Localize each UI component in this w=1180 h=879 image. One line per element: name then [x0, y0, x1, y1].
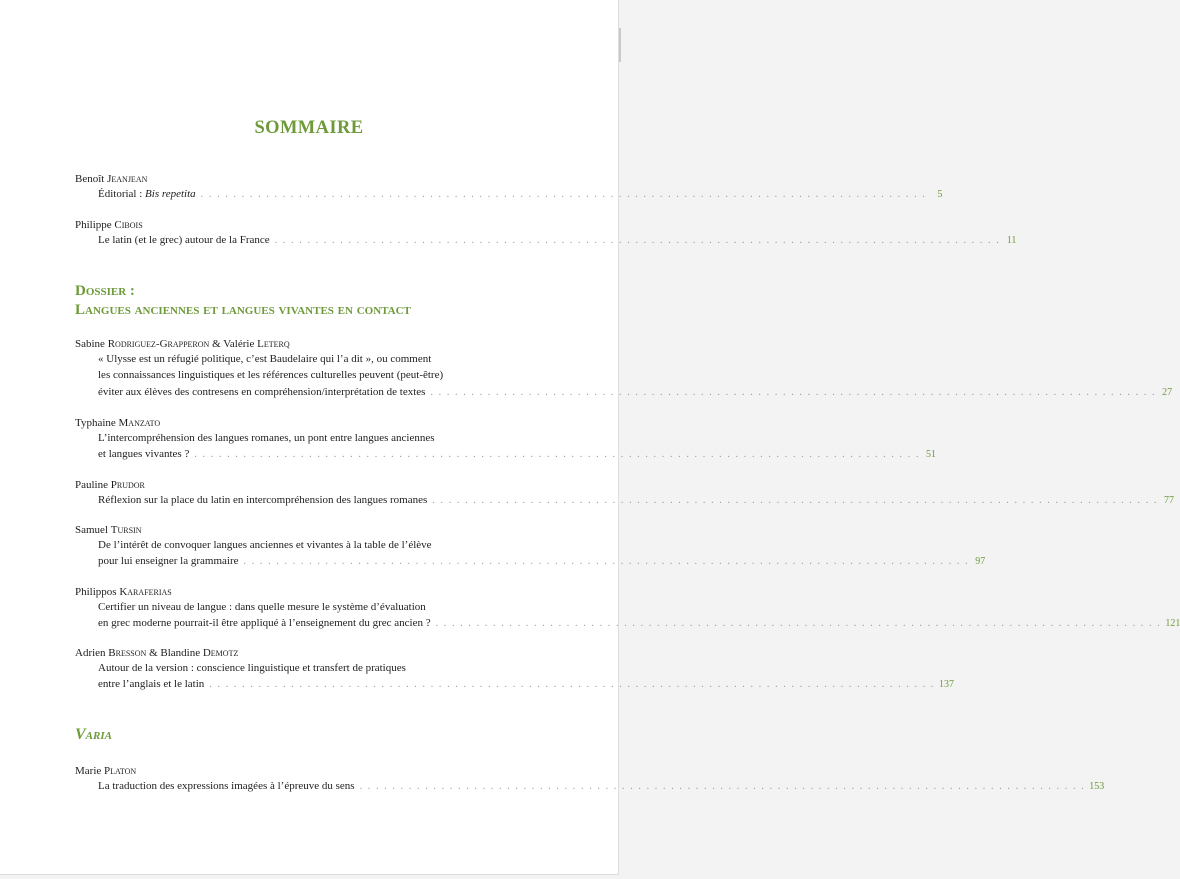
toc-entry-manzato[interactable]	[75, 416, 937, 463]
entry-author	[75, 172, 535, 186]
entry-title-line	[75, 615, 1180, 631]
toc-entry-prudor[interactable]	[75, 478, 1174, 508]
dot-leader: . . . . . . . . . . . . . . . . . . . . . . . . . . . . . . . . . . . . . . . . . . . . . . . . . . . . . . . . . . . . . . . . . . . . . . . . . . . . . . . . . . . . . . . . .	[209, 679, 935, 691]
author-first-name: Benoît	[75, 173, 105, 185]
dot-leader: . . . . . . . . . . . . . . . . . . . . . . . . . . . . . . . . . . . . . . . . . . . . . . . . . . . . . . . . . . . . . . . . . . . . . . . . . . . . . . . . . . . . . . . . .	[243, 556, 970, 568]
author-first-name: Blandine	[160, 647, 201, 659]
author-first-name: Philippos	[75, 586, 117, 598]
varia-heading: Varia	[75, 726, 112, 743]
author-last-name: Platon	[104, 765, 137, 777]
toc-entry-rodriguez-leterq[interactable]	[75, 337, 1173, 400]
author-last-name: Demotz	[202, 647, 239, 659]
dot-leader: . . . . . . . . . . . . . . . . . . . . . . . . . . . . . . . . . . . . . . . . . . . . . . . . . . . . . . . . . . . . . . . . . . . . . . . . . . . . . . . . . . . . . . . . .	[274, 235, 1001, 246]
entry-title-line	[75, 232, 1017, 248]
entry-title: Le latin (et le grec) autour de la France	[98, 234, 270, 246]
page-number[interactable]: 121	[1165, 618, 1180, 630]
entry-title-line	[75, 351, 535, 367]
author-first-name: Marie	[75, 765, 102, 777]
toc-entry-tursin[interactable]	[75, 523, 986, 570]
entry-author	[75, 478, 535, 492]
author-last-name: Manzato	[118, 417, 161, 429]
page-number[interactable]: 51	[926, 449, 937, 461]
entry-author	[75, 218, 535, 232]
entry-title-line	[75, 599, 535, 615]
author-first-name: Sabine	[75, 338, 105, 350]
page-title: SOMMAIRE	[254, 118, 364, 138]
entry-title: Autour de la version : conscience linguistique et transfert de pratiques	[98, 662, 406, 674]
entry-title	[98, 186, 196, 202]
entry-title: L’intercompréhension des langues romanes, un pont entre langues anciennes	[98, 432, 435, 444]
toc-entry-editorial[interactable]	[75, 172, 943, 202]
entry-title: les connaissances linguistiques et les références culturelles peuvent (peut-être)	[98, 369, 444, 382]
author-first-name: Samuel	[75, 524, 108, 536]
entry-title: en grec moderne pourrait-il être appliqué à l’enseignement du grec ancien ?	[98, 617, 431, 630]
author-last-name: Leterq	[257, 338, 290, 350]
entry-title-line	[75, 553, 986, 569]
page-number[interactable]: 77	[1164, 495, 1174, 506]
page-number[interactable]: 137	[939, 679, 954, 691]
entry-title-italic: Bis repetita	[145, 188, 196, 200]
entry-author	[75, 337, 535, 351]
author-first-name: Adrien	[75, 647, 106, 659]
entry-title-line	[75, 537, 535, 553]
toc-entry-platon[interactable]	[75, 764, 1105, 794]
dossier-heading-line2: Langues anciennes et langues vivantes en contact	[75, 302, 411, 318]
author-first-name: Typhaine	[75, 417, 116, 429]
dot-leader: . . . . . . . . . . . . . . . . . . . . . . . . . . . . . . . . . . . . . . . . . . . . . . . . . . . . . . . . . . . . . . . . . . . . . . . . . . . . . . . . . . . . . . . . .	[432, 495, 1158, 506]
dossier-heading-line1: Dossier :	[75, 283, 135, 299]
entry-title: La traduction des expressions imagées à l’épreuve du sens	[98, 780, 355, 792]
entry-title-line	[75, 660, 535, 676]
entry-title-line	[75, 430, 535, 446]
author-first-name: Valérie	[223, 338, 255, 350]
dot-leader: . . . . . . . . . . . . . . . . . . . . . . . . . . . . . . . . . . . . . . . . . . . . . . . . . . . . . . . . . . . . . . . . . . . . . . . . . . . . . . . . . . . . . . . . .	[194, 449, 921, 461]
author-last-name: Jeanjean	[107, 173, 148, 185]
author-last-name: Rodriguez-Grapperon	[107, 338, 210, 350]
page-number[interactable]: 5	[937, 189, 943, 200]
entry-title: Réflexion sur la place du latin en intercompréhension des langues romanes	[98, 494, 428, 506]
author-ampersand: &	[149, 647, 158, 659]
entry-title: « Ulysse est un réfugié politique, c’est Baudelaire qui l’a dit », ou comment	[98, 353, 432, 365]
entry-author	[75, 764, 535, 778]
toc-entry-karaferias[interactable]	[75, 585, 1180, 632]
page-number[interactable]: 97	[975, 556, 986, 568]
entry-title: pour lui enseigner la grammaire	[98, 555, 239, 568]
page-number[interactable]: 11	[1006, 235, 1017, 246]
dot-leader: . . . . . . . . . . . . . . . . . . . . . . . . . . . . . . . . . . . . . . . . . . . . . . . . . . . . . . . . . . . . . . . . . . . . . . . . . . . . . . . . . . . . . . . . .	[359, 781, 1086, 792]
entry-title: Certifier un niveau de langue : dans quelle mesure le système d’évaluation	[98, 601, 426, 613]
author-last-name: Cibois	[114, 219, 143, 231]
entry-title: et langues vivantes ?	[98, 448, 190, 461]
entry-title-line	[75, 778, 1105, 794]
page-number[interactable]: 27	[1162, 386, 1173, 398]
entry-title-line	[75, 384, 1173, 400]
author-last-name: Prudor	[110, 479, 145, 491]
entry-title: De l’intérêt de convoquer langues anciennes et vivantes à la table de l’élève	[98, 539, 432, 551]
entry-title-label: Éditorial :	[98, 188, 146, 200]
entry-title: éviter aux élèves des contresens en compréhension/interprétation de textes	[98, 385, 426, 398]
author-first-name: Pauline	[75, 479, 108, 491]
dot-leader: . . . . . . . . . . . . . . . . . . . . . . . . . . . . . . . . . . . . . . . . . . . . . . . . . . . . . . . . . . . . . . . . . . . . . . . . . . . . . . . . . . . . . . . . .	[435, 618, 1162, 630]
author-last-name: Tursin	[110, 524, 142, 536]
entry-title-line	[75, 186, 943, 202]
dot-leader: . . . . . . . . . . . . . . . . . . . . . . . . . . . . . . . . . . . . . . . . . . . . . . . . . . . . . . . . . . . . . . . . . . . . . . . . . . . . . . . . . . . . . . . . .	[430, 386, 1157, 398]
toc-entry-cibois[interactable]	[75, 218, 1017, 248]
toc-entry-bresson-demotz[interactable]	[75, 646, 954, 693]
page-number[interactable]: 153	[1089, 781, 1105, 792]
entry-title-line	[75, 446, 937, 462]
entry-author	[75, 523, 535, 537]
entry-title-line	[75, 676, 954, 692]
dossier-heading	[75, 282, 411, 320]
author-last-name: Bresson	[108, 647, 147, 659]
entry-author	[75, 646, 535, 660]
author-ampersand: &	[212, 338, 221, 350]
entry-author	[75, 416, 535, 430]
entry-title-line	[75, 367, 535, 383]
entry-title-line	[75, 492, 1174, 508]
author-last-name: Karaferias	[119, 586, 172, 598]
scroll-edge-mark	[619, 28, 621, 62]
dot-leader: . . . . . . . . . . . . . . . . . . . . . . . . . . . . . . . . . . . . . . . . . . . . . . . . . . . . . . . . . . . . . . . . . . . . . . . . . . . . . . . . . . . . . . . . .	[200, 189, 927, 200]
author-first-name: Philippe	[75, 219, 112, 231]
entry-author	[75, 585, 535, 599]
entry-title: entre l’anglais et le latin	[98, 678, 205, 691]
